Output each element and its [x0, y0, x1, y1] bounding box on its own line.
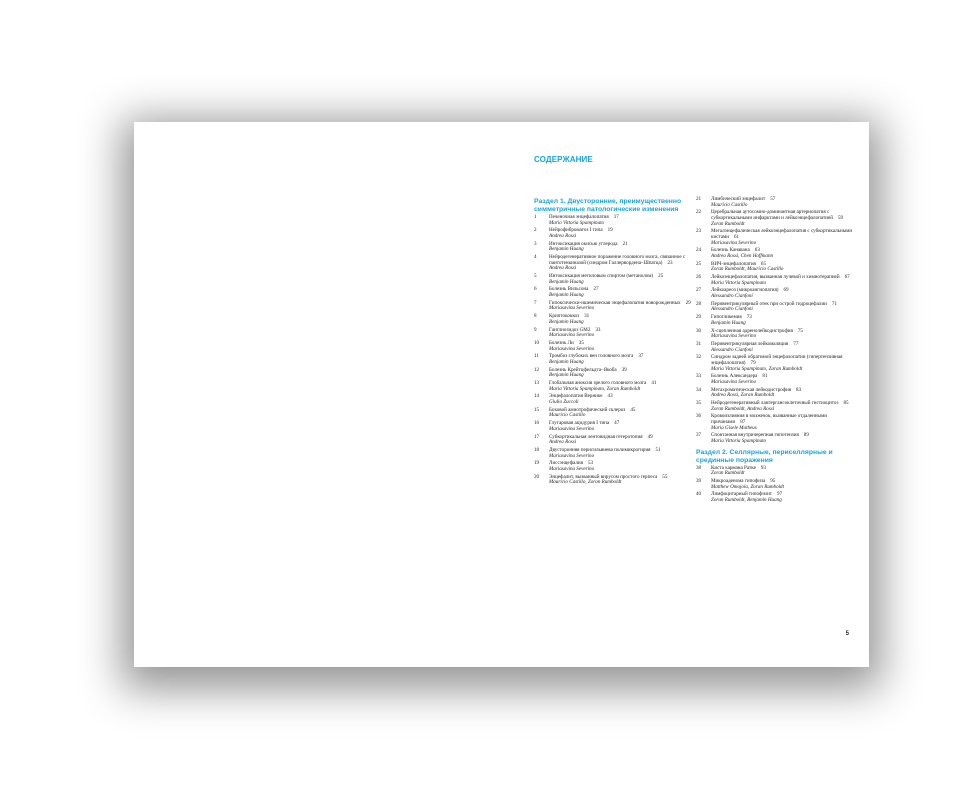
chapter-title: Болезнь Канавана: [711, 247, 750, 254]
toc-entry[interactable]: [534, 448, 694, 459]
chapter-page: 43: [607, 393, 613, 400]
chapter-authors: Benjamin Huang: [549, 372, 584, 379]
chapter-number: 34: [696, 386, 702, 393]
toc-entry[interactable]: [696, 374, 856, 385]
chapter-page: 79: [750, 359, 756, 366]
chapter-page: 93: [760, 464, 766, 471]
toc-entry[interactable]: [534, 301, 694, 312]
chapter-number: 37: [696, 432, 702, 439]
chapter-authors: Maria Gisele Matheus: [711, 424, 757, 431]
chapter-number: 36: [696, 413, 702, 420]
chapter-title: Криптококкоз: [549, 313, 580, 320]
chapter-title: Спонтанная внутричерепная гипотензия: [711, 432, 799, 439]
chapter-page: 39: [621, 366, 627, 373]
chapter-title: ВИЧ-энцефалопатия: [711, 260, 756, 267]
toc-entry[interactable]: [534, 435, 694, 446]
chapter-page: 45: [630, 406, 636, 413]
chapter-authors: Zoran Rumboldt: [711, 220, 745, 227]
chapter-authors: Maria Vittoria Spampinato, Zoran Rumboldt: [549, 385, 641, 392]
chapter-authors: Benjamin Huang: [549, 278, 584, 285]
chapter-title: Метахроматическая лейкодистрофия: [711, 386, 792, 393]
toc-entry[interactable]: [534, 408, 694, 419]
toc-entry[interactable]: [696, 433, 856, 444]
chapter-title: Интоксикация метиловым спиртом (метанолом): [549, 273, 654, 280]
toc-entry[interactable]: [534, 341, 694, 352]
chapter-page: 83: [796, 386, 802, 393]
chapter-number: 29: [696, 314, 702, 321]
chapter-page: 53: [587, 460, 594, 467]
chapter-authors: Mariasavina Severino: [549, 465, 595, 472]
chapter-title: Ганглиозидоз GM2: [549, 326, 591, 333]
chapter-title: Перивентрикулярная лейкомаляция: [711, 340, 789, 347]
section-heading: Раздел 1. Двусторонние, преимущественно симметричные патологические изменения: [534, 198, 682, 213]
chapter-title: Киста кармана Ратке: [711, 464, 756, 471]
toc-entry[interactable]: [696, 466, 856, 477]
toc-entry[interactable]: [534, 215, 694, 226]
toc-entry[interactable]: [534, 314, 694, 325]
toc-entry[interactable]: [696, 355, 856, 372]
chapter-title: Гипогликемия: [711, 314, 742, 321]
chapter-authors: Andrea Rossi: [549, 439, 577, 446]
chapter-number: 13: [534, 380, 540, 387]
chapter-number: 15: [534, 406, 540, 413]
chapter-title: Нейрофиброматоз I типа: [549, 227, 603, 234]
chapter-page: 61: [733, 233, 740, 240]
chapter-number: 24: [696, 247, 702, 254]
chapter-authors: Benjamin Huang: [549, 246, 584, 253]
toc-entry[interactable]: [696, 248, 856, 259]
chapter-page: 59: [837, 214, 844, 221]
toc-entry[interactable]: [534, 368, 694, 379]
chapter-authors: Mariasavina Severino: [549, 452, 595, 459]
chapter-title: Болезнь Крейтцфельдта–Якоба: [549, 366, 617, 373]
chapter-title: Интоксикация окисью углерода: [549, 240, 618, 247]
chapter-authors: Mauricio Castillo: [711, 201, 748, 208]
chapter-authors: Mariasavina Severino: [549, 332, 595, 339]
chapter-title: Энцефалит, вызванный вирусом простого герпеса: [549, 473, 658, 480]
chapter-title-line: [711, 229, 856, 240]
toc-entry[interactable]: [534, 328, 694, 339]
page-number: 5: [845, 631, 849, 637]
chapter-number: 7: [534, 299, 537, 306]
chapter-number: 31: [696, 340, 702, 347]
chapter-number: 4: [534, 254, 537, 261]
chapter-page: 29: [685, 299, 691, 306]
chapter-page: 55: [662, 473, 668, 480]
chapter-page: 85: [843, 400, 849, 407]
chapter-page: 65: [760, 260, 766, 267]
chapter-number: 5: [534, 273, 537, 280]
chapter-title: Лейкоареоз (микроангиопатия): [711, 287, 779, 294]
chapter-authors: Alessandro Cianfoni: [711, 306, 753, 313]
toc-entry[interactable]: [534, 354, 694, 365]
chapter-number: 2: [534, 227, 537, 234]
chapter-number: 16: [534, 420, 540, 427]
chapter-number: 22: [696, 209, 702, 216]
chapter-number: 23: [696, 228, 702, 235]
chapter-page: 23: [667, 259, 673, 266]
chapter-number: 17: [534, 433, 540, 440]
chapter-page: 81: [762, 373, 768, 380]
chapter-title: Кровоизлияния в мозжечок, вызванные отдаленными причинами: [711, 413, 827, 425]
chapter-number: 40: [696, 491, 702, 498]
chapter-number: 30: [696, 327, 702, 334]
chapter-number: 8: [534, 313, 537, 320]
toc-entry[interactable]: [534, 255, 694, 272]
chapter-title: Болезнь Вильсона: [549, 286, 589, 293]
toc-entry[interactable]: [696, 262, 856, 273]
toc-entry[interactable]: [534, 461, 694, 472]
chapter-title: Болезнь Александера: [711, 373, 758, 380]
chapter-page: 67: [844, 274, 850, 281]
chapter-title: Нейродегенеративный лангергансоклеточный гистиоцитоз: [711, 400, 839, 407]
toc-column-right: [696, 197, 856, 506]
chapter-title: Тромбоз глубоких вен головного мозга: [549, 353, 634, 360]
chapter-number: 12: [534, 366, 540, 373]
chapter-authors: Andrea Rossi: [549, 265, 577, 272]
chapter-number: 26: [696, 274, 702, 281]
chapter-page: 71: [831, 300, 837, 307]
chapter-authors: Mauricio Castillo, Zoran Rumboldt: [549, 479, 622, 486]
chapter-authors: Mauricio Castillo: [549, 412, 586, 419]
chapter-page: 35: [578, 339, 584, 346]
chapter-authors: Mariasavina Severino: [711, 378, 757, 385]
chapter-authors: Benjamin Huang: [549, 318, 584, 325]
toc-entry[interactable]: [696, 479, 856, 490]
chapter-title: Синдром задней обратимой энцефалопатии (гипертензивная энцефалопатия): [711, 354, 843, 366]
chapter-number: 6: [534, 286, 537, 293]
chapter-number: 35: [696, 400, 702, 407]
chapter-number: 25: [696, 260, 702, 267]
chapter-number: 14: [534, 393, 540, 400]
toc-entry[interactable]: [696, 388, 856, 399]
chapter-authors: Giulio Zuccoli: [549, 399, 579, 406]
chapter-page: 95: [770, 477, 776, 484]
chapter-title: Боковой амиотрофический склероз: [549, 406, 626, 413]
chapter-authors: Matthew Omojola, Zoran Rumboldt: [711, 483, 785, 490]
chapter-title: Лиссэнцефалия: [549, 460, 583, 467]
toc-entry[interactable]: [534, 228, 694, 239]
chapter-page: 19: [607, 227, 613, 234]
chapter-title: Перивентрикулярный отек при острой гидроцефалии: [711, 300, 827, 307]
toc-entry[interactable]: [696, 342, 856, 353]
toc-entry[interactable]: [696, 401, 856, 412]
chapter-authors: Maria Vittoria Spampinato: [711, 437, 767, 444]
toc-entry[interactable]: [696, 229, 856, 246]
chapter-page: 37: [638, 353, 644, 360]
toc-entry[interactable]: [696, 315, 856, 326]
chapter-title: Гипоксически-ишемическая энцефалопатия новорожденных: [549, 299, 681, 306]
toc-entry[interactable]: [696, 492, 856, 503]
toc-entry[interactable]: [696, 329, 856, 340]
chapter-page: 75: [797, 327, 803, 334]
chapter-number: 11: [534, 353, 539, 360]
toc-entry[interactable]: [534, 274, 694, 285]
chapter-number: 9: [534, 326, 537, 333]
chapter-title-line: [711, 210, 856, 221]
chapter-authors: Mariasavina Severino: [711, 333, 757, 340]
toc-entry[interactable]: [696, 288, 856, 299]
chapter-title: Лимфоцитарный гипофизит: [711, 491, 773, 498]
chapter-title: X-сцепленная адренолейкодистрофия: [711, 327, 793, 334]
chapter-title: Мегалэнцефалическая лейкоэнцефалопатия с субкортикальными кистами: [711, 228, 853, 240]
toc-entry[interactable]: [534, 381, 694, 392]
toc-entry[interactable]: [696, 197, 856, 208]
chapter-authors: Zoran Rumboldt: [711, 470, 745, 477]
chapter-authors: Mariasavina Severino: [549, 345, 595, 352]
chapter-number: 19: [534, 460, 540, 467]
chapter-number: 38: [696, 464, 702, 471]
chapter-page: 89: [803, 432, 809, 439]
chapter-page: 47: [614, 420, 620, 427]
toc-entry[interactable]: [534, 242, 694, 253]
toc-entry[interactable]: [696, 414, 856, 431]
chapter-authors: Andrea Rossi, Chen Hoffmann: [711, 252, 774, 259]
toc-entry[interactable]: [534, 287, 694, 298]
chapter-number: 1: [534, 214, 537, 220]
chapter-page: 87: [740, 419, 746, 425]
chapter-number: 10: [534, 339, 540, 346]
chapter-page: 41: [651, 380, 657, 387]
chapter-authors: Mariasavina Severino: [549, 425, 595, 432]
chapter-title-line: [711, 355, 856, 366]
section-heading: Раздел 2. Селлярные, периселлярные и срединные поражения: [696, 448, 833, 464]
chapter-page: 77: [793, 340, 799, 347]
chapter-number: 33: [696, 373, 702, 380]
chapter-number: 32: [696, 354, 702, 361]
toc-entry[interactable]: [534, 421, 694, 432]
chapter-page: 63: [754, 247, 760, 254]
chapter-title: Печеночная энцефалопатия: [549, 214, 609, 220]
chapter-title: Энцефалопатия Вернике: [549, 393, 603, 400]
chapter-number: 3: [534, 240, 537, 247]
chapter-title: Лимбический энцефалит: [711, 196, 766, 202]
chapter-title: Глутаровая ацидурия I типа: [549, 420, 610, 427]
chapter-authors: Alessandro Cianfoni: [711, 346, 753, 353]
chapter-page: 69: [783, 287, 789, 294]
chapter-authors: Zoran Rumboldt, Andrea Rossi: [711, 405, 775, 412]
chapter-authors: Andrea Rossi: [549, 232, 577, 239]
chapter-title: Лейкоэнцефалопатия, вызванная лучевой и химиотерапией: [711, 274, 840, 281]
chapter-authors: Andrea Rossi, Zoran Rumboldt: [711, 392, 775, 399]
chapter-number: 20: [534, 473, 540, 480]
chapter-title: Болезнь Ли: [549, 339, 574, 346]
chapter-authors: Maria Vittoria Spampinato: [711, 279, 767, 286]
chapter-authors: Mariasavina Severino: [711, 239, 757, 246]
chapter-authors: Maria Vittoria Spampinato, Zoran Rumboldt: [711, 365, 803, 372]
chapter-title: Церебральная аутосомно-доминантная артериопатия с субкортикальными инфарктами и лейкоэнцефалопатией: [711, 209, 833, 221]
chapter-page: 97: [777, 491, 783, 498]
chapter-number: 21: [696, 196, 702, 202]
chapter-authors: Zoran Rumboldt, Benjamin Huang: [711, 496, 782, 503]
chapter-page: 27: [593, 286, 599, 293]
chapter-number: 39: [696, 477, 702, 484]
chapter-page: 73: [746, 314, 752, 321]
chapter-authors: Zoran Rumboldt, Mauricio Castillo: [711, 266, 784, 273]
chapter-authors: Alessandro Cianfoni: [711, 293, 753, 300]
page-title: СОДЕРЖАНИЕ: [534, 155, 593, 164]
toc-entry[interactable]: [696, 302, 856, 313]
chapter-authors: Mario Vittoria Spampinato: [549, 219, 605, 226]
chapter-authors: Benjamin Huang: [549, 358, 584, 365]
chapter-page: 21: [622, 240, 628, 247]
chapter-page: 51: [655, 446, 661, 453]
chapter-page: 33: [595, 326, 601, 333]
toc-column-left: [534, 198, 694, 488]
chapter-title: Двусторонняя перисильвиева полимикрогирия: [549, 446, 651, 453]
chapter-title: Глобальная аноксия зрелого головного мозга: [549, 380, 647, 387]
chapter-page: 31: [584, 313, 590, 320]
book-page: [134, 122, 869, 667]
chapter-authors: Mariasavina Severino: [549, 305, 595, 312]
toc-entry[interactable]: [534, 475, 694, 486]
chapter-title: Субкортикальная лентовидная гетеротопия: [549, 433, 643, 440]
chapter-authors: Benjamin Huang: [549, 292, 584, 299]
toc-entry[interactable]: [696, 210, 856, 227]
toc-entry[interactable]: [534, 394, 694, 405]
chapter-title: Микроаденома гипофиза: [711, 477, 766, 484]
chapter-page: 17: [613, 214, 619, 220]
toc-entry[interactable]: [696, 275, 856, 286]
chapter-number: 27: [696, 287, 702, 294]
chapter-page: 49: [647, 433, 653, 440]
chapter-page: 25: [658, 273, 664, 280]
chapter-number: 18: [534, 446, 540, 453]
chapter-number: 28: [696, 300, 702, 307]
chapter-page: 57: [770, 196, 776, 202]
chapter-authors: Benjamin Huang: [711, 319, 746, 326]
chapter-title-line: [711, 414, 856, 425]
chapter-title: Нейродегенеративное поражение головного мозга, связанное с пантотенкиназой (синдром Галлервордена–Шпатца): [549, 254, 686, 266]
